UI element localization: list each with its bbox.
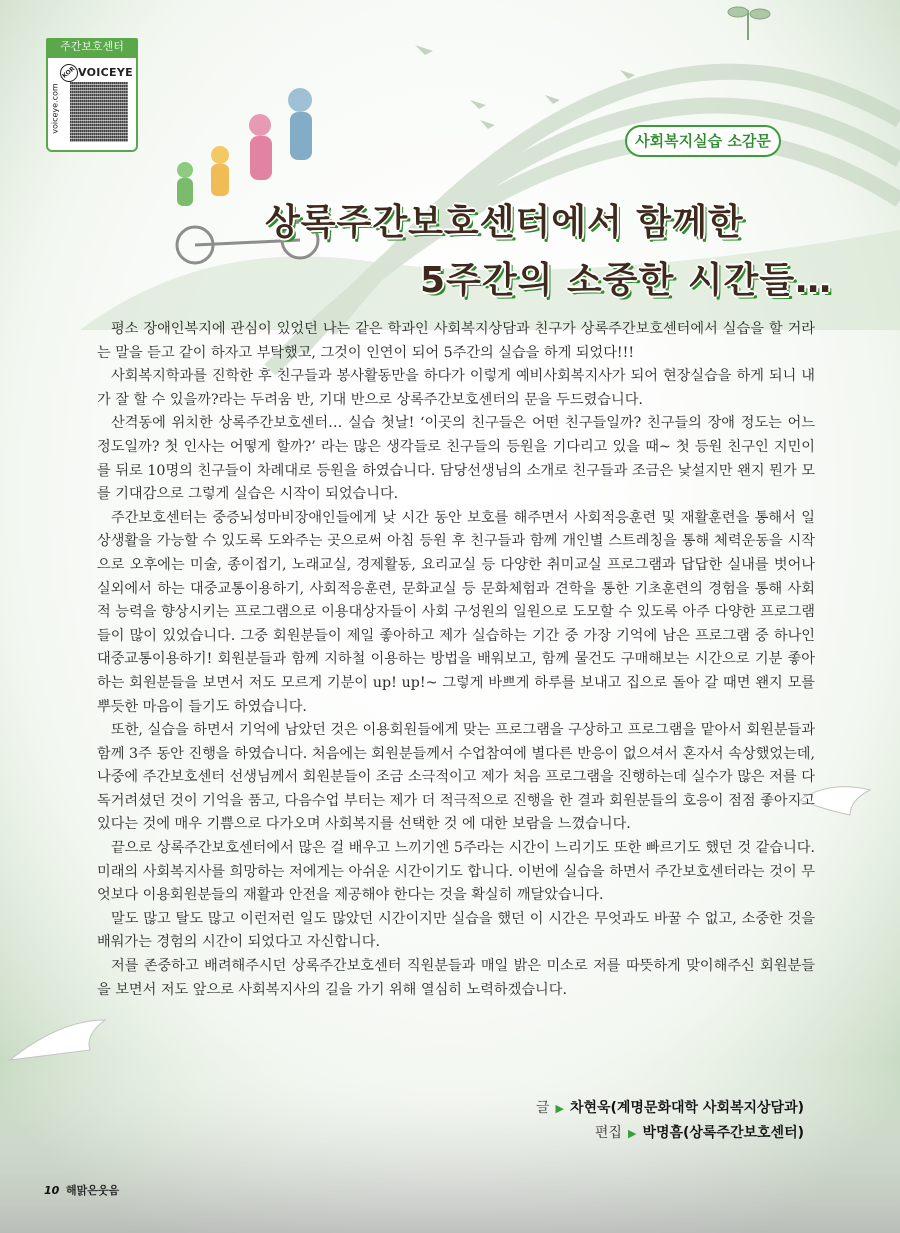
paragraph: 산격동에 위치한 상록주간보호센터… 실습 첫날! ‘이곳의 친구들은 어떤 친구들일까? 친구들의 장애 정도는 어느 정도일까? 첫 인사는 어떻게 할까?’ 라는 많은 생각들로 친구들의 등원을 기다리고 있을 때~ 첫 등원 친구인 지민이를 뒤로 10명의 친구들이 차례대로 등원을 하였습니다. 담당선생님의 소개로 친구들과 조금은 낯설지만 왠지 뭔가 모를 기대감으로 그렇게 실습은 시작이 되었습니다. xyxy=(97,415,815,503)
voiceye-barcode xyxy=(70,82,128,142)
writer-credit xyxy=(536,1096,804,1121)
voiceye-url: voiceye.com xyxy=(50,83,60,134)
byline xyxy=(536,1096,804,1146)
voiceye-code-box[interactable] xyxy=(46,56,138,152)
article-title-line-1: 상록주간보호센터에서 함께한 xyxy=(265,202,744,243)
category-badge: 사회복지실습 소감문 xyxy=(625,125,781,157)
arrow-right-icon: ▶ xyxy=(627,1127,637,1140)
magazine-name: 해맑은웃음 xyxy=(66,1184,120,1197)
paragraph: 사회복지학과를 진학한 후 친구들과 봉사활동만을 하다가 이렇게 예비사회복지사가 되어 현장실습을 하게 되니 내가 잘 할 수 있을까?라는 두려움 반, 기대 반으로 상록주간보호센터의 문을 두드렸습니다. xyxy=(97,368,815,408)
paragraph: 평소 장애인복지에 관심이 있었던 나는 같은 학과인 사회복지상담과 친구가 상록주간보호센터에서 실습을 할 거라는 말을 듣고 같이 하자고 부탁했고, 그것이 인연이 되어 5주간의 실습을 하게 되었다!!! xyxy=(97,321,815,361)
article-body xyxy=(97,318,815,1002)
voiceye-tag: 주간보호센터 xyxy=(46,38,138,56)
article-title-line-2: 5주간의 소중한 시간들… xyxy=(420,260,833,301)
kor-seal-icon: KOR xyxy=(56,60,81,85)
page-number: 10 xyxy=(44,1184,60,1197)
editor-name: 박명흠(상록주간보호센터) xyxy=(642,1125,804,1141)
editor-label: 편집 xyxy=(594,1125,622,1141)
paragraph: 주간보호센터는 중증뇌성마비장애인들에게 낮 시간 동안 보호를 해주면서 사회적응훈련 및 재활훈련을 통해서 일상생활을 가능할 수 있도록 도와주는 곳으로써 아침 등원 후 친구들과 함께 개인별 스트레칭을 통해 체력운동을 시작으로 오후에는 미술, 종이접기, 노래교실, 경제활동, 요리교실 등 다양한 취미교실 프로그램과 답답한 실내를 벗어나 실외에서 하는 대중교통이용하기, 사회적응훈련, 문화교실 등 문화체험과 견학을 통한 기초훈련의 경험을 통해 사회적 능력을 향상시키는 프로그램으로 이용대상자들이 사회 구성원의 일원으로 도모할 수 있도록 아주 다양한 프로그램들이 많이 있었습니다. 그중 회원분들이 제일 좋아하고 제가 실습하는 기간 중 가장 기억에 남은 프로그램 중 하나인 대중교통이용하기! 회원분들과 함께 지하철 이용하는 방법을 배워보고, 함께 물건도 구매해보는 시간으로 기분 좋아하는 회원분들을 보면서 저도 모르게 기분이 up! up!~ 그렇게 바쁘게 하루를 보내고 집으로 돌아 갈 때면 왠지 모를 뿌듯한 마음이 들기도 하였습니다. xyxy=(97,509,815,715)
voiceye-logo: VOICEYE xyxy=(78,66,133,79)
paragraph: 또한, 실습을 하면서 기억에 남았던 것은 이용회원들에게 맞는 프로그램을 구상하고 프로그램을 맡아서 회원분들과 함께 3주 동안 진행을 하였습니다. 처음에는 회원분들께서 수업참여에 별다른 반응이 없으셔서 혼자서 속상했었는데, 나중에 주간보호센터 선생님께서 회원분들이 조금 소극적이고 제가 처음 프로그램을 진행하는데 실수가 많은 저를 다독거려셨던 것이 기억을 품고, 다음수업 부터는 제가 더 적극적으로 진행을 한 결과 회원분들의 호응이 점점 좋아지고 있다는 것에 매우 기쁨으로 다가오며 사회복지를 선택한 것 에 대한 보람을 느꼈습니다. xyxy=(97,722,815,833)
writer-name: 차현욱(계명문화대학 사회복지상담과) xyxy=(569,1100,804,1116)
arrow-right-icon: ▶ xyxy=(555,1102,564,1115)
paragraph: 끝으로 상록주간보호센터에서 많은 걸 배우고 느끼기엔 5주라는 시간이 느리기도 또한 빠르기도 했던 것 같습니다. 미래의 사회복지사를 희망하는 저에게는 아쉬운 시간이기도 합니다. 이번에 실습을 하면서 주간보호센터라는 것이 무엇보다 이용회원분들의 재활과 안전을 제공해야 한다는 것을 확실히 깨달았습니다. xyxy=(97,840,815,904)
editor-credit xyxy=(536,1121,804,1146)
paragraph: 말도 많고 탈도 많고 이런저런 일도 많았던 시간이지만 실습을 했던 이 시간은 무엇과도 바꿀 수 없고, 소중한 것을 배워가는 경험의 시간이 되었다고 자신합니다. xyxy=(97,910,815,951)
writer-label: 글 xyxy=(535,1100,550,1116)
paragraph: 저를 존중하고 배려해주시던 상록주간보호센터 직원분들과 매일 밝은 미소로 저를 따뜻하게 맞이해주신 회원분들을 보면서 저도 앞으로 사회복지사의 길을 가기 위해 열심히 노력하겠습니다. xyxy=(97,958,815,998)
